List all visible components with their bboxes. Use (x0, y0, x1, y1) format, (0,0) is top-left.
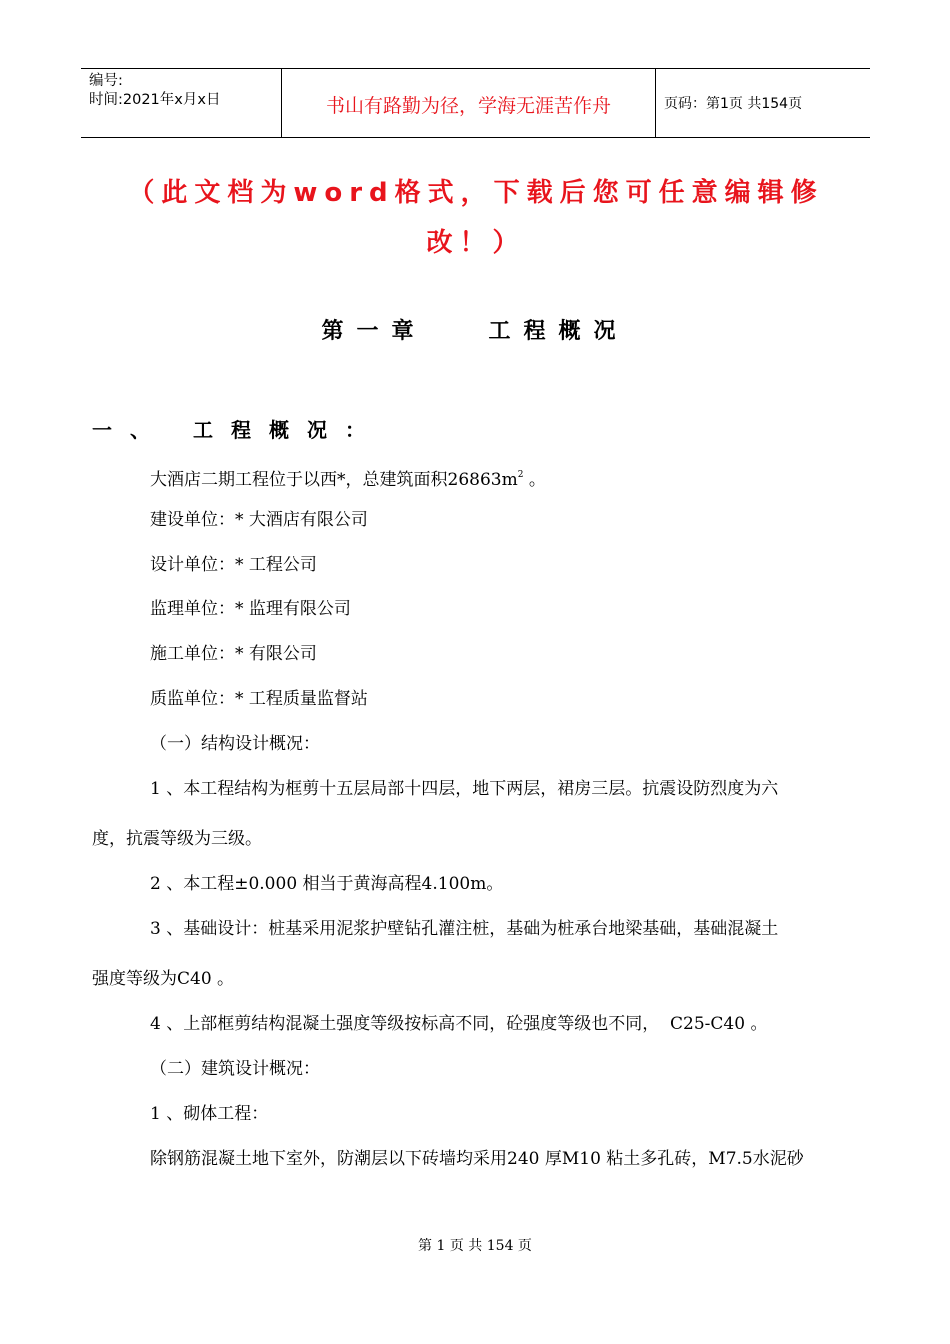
paragraph-supervisor: 监理单位：* 监理有限公司 (150, 599, 351, 619)
document-header-table (81, 68, 870, 138)
paragraph-masonry-body: 除钢筋混凝土地下室外，防潮层以下砖墙均采用240 厚M10 粘土多孔砖，M7.5水泥砂 (150, 1149, 804, 1169)
subheading-architecture: （二）建筑设计概况： (150, 1059, 320, 1079)
paragraph-masonry-title: 1 、砌体工程： (150, 1104, 269, 1124)
paragraph-structure-1a: 1 、本工程结构为框剪十五层局部十四层，地下两层，裙房三层。抗震设防烈度为六 (150, 779, 779, 799)
paragraph-structure-2: 2 、本工程±0.000 相当于黄海高程4.100m。 (150, 874, 504, 894)
paragraph-designer: 设计单位：* 工程公司 (150, 555, 317, 575)
paragraph-structure-3a: 3 、基础设计：桩基采用泥浆护壁钻孔灌注桩，基础为桩承台地梁基础，基础混凝土 (150, 919, 779, 939)
editable-notice (96, 168, 856, 268)
paragraph-structure-1b: 度，抗震等级为三级。 (92, 829, 262, 849)
paragraph-overview (150, 463, 546, 492)
overview-text: 大酒店二期工程位于以西*，总建筑面积26863m (150, 470, 518, 490)
paragraph-structure-4: 4 、上部框剪结构混凝土强度等级按标高不同，砼强度等级也不同， C25-C40 。 (150, 1014, 768, 1034)
paragraph-quality: 质监单位：* 工程质量监督站 (150, 689, 368, 709)
header-motto: 书山有路勤为径，学海无涯苦作舟 (282, 69, 656, 137)
header-page-info: 页码：第1页 共154页 (664, 96, 803, 112)
document-number-label: 编号: (89, 73, 123, 89)
subheading-structure: （一）结构设计概况： (150, 734, 320, 754)
document-time-label: 时间:2021年x月x日 (89, 92, 221, 108)
chapter-title: 第一章 工程概况 (321, 319, 629, 344)
notice-line-1: （此文档为word格式，下载后您可任意编辑修 (128, 178, 824, 208)
paragraph-contractor: 施工单位：* 有限公司 (150, 644, 317, 664)
paragraph-structure-3b: 强度等级为C40 。 (92, 969, 235, 989)
section-heading: 一、 工程概况： (92, 418, 383, 442)
notice-line-2: 改！） (426, 228, 526, 258)
header-meta-cell (81, 69, 282, 137)
superscript-unit: 2 (517, 470, 524, 480)
paragraph-owner: 建设单位：* 大酒店有限公司 (150, 510, 368, 530)
page-footer: 第 1 页 共 154 页 (418, 1238, 532, 1254)
overview-suffix: 。 (523, 470, 546, 490)
